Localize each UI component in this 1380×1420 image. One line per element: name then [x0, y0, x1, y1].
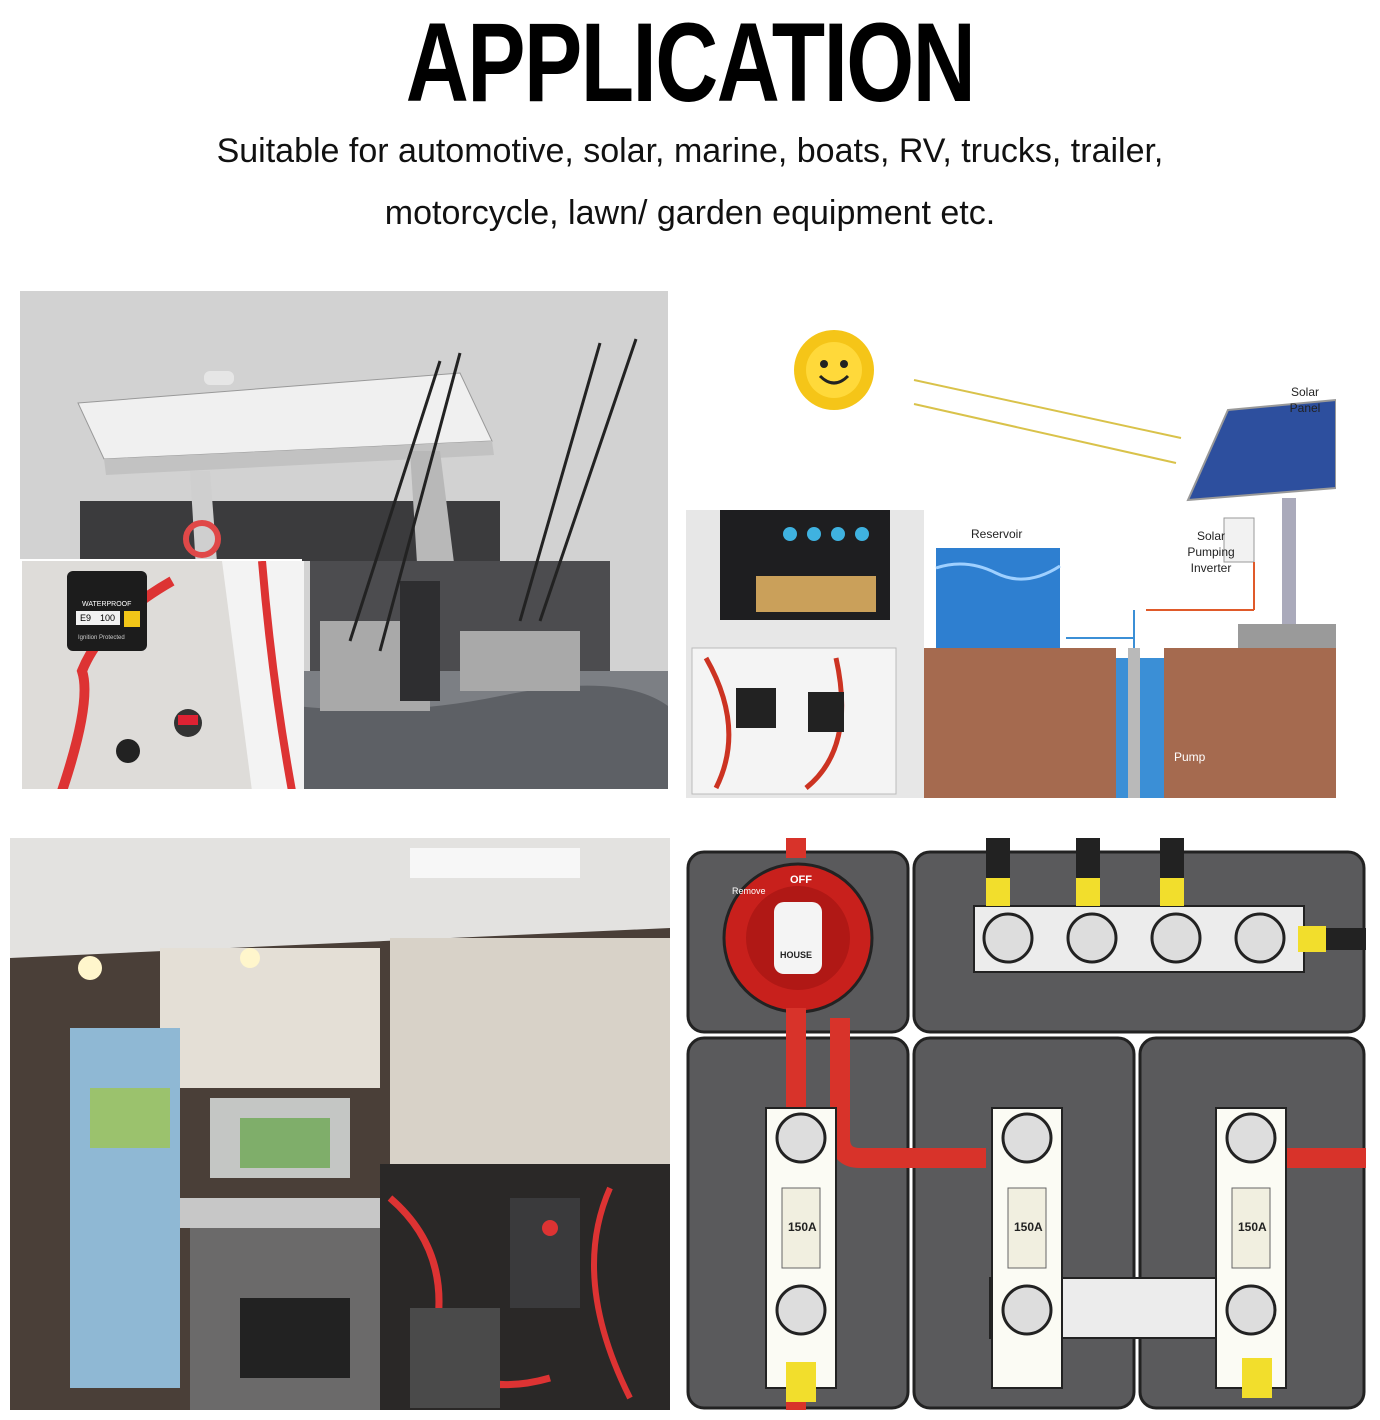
breaker-model-text: E9: [80, 613, 92, 623]
headline: APPLICATION: [405, 0, 975, 125]
label-pump: Pump: [1174, 750, 1206, 764]
boat-photo-panel: [20, 291, 668, 789]
breaker-subtext: Ignition Protected: [78, 635, 125, 641]
subtitle-line-1: Suitable for automotive, solar, marine, boats, RV, trucks, trailer,: [216, 132, 1164, 170]
rv-interior-art: [10, 838, 670, 1410]
subtitle-line-2: motorcycle, lawn/ garden equipment etc.: [384, 194, 996, 232]
fuse-rating-1: 150A: [788, 1220, 817, 1234]
sun-icon: [794, 330, 874, 410]
label-reservoir: Reservoir: [971, 527, 1023, 541]
breaker-brand-text: WATERPROOF: [82, 601, 132, 608]
breaker-inset: [20, 559, 302, 789]
fuse-rating-3: 150A: [1238, 1220, 1267, 1234]
rv-interior-panel: [10, 838, 670, 1410]
switch-off-label: OFF: [790, 874, 812, 886]
label-inverter: Solar Pumping Inverter: [1187, 529, 1235, 575]
switch-house-label: HOUSE: [780, 950, 813, 960]
fuse-rating-2: 150A: [1014, 1220, 1043, 1234]
solar-diagram-panel: [686, 328, 1336, 798]
fuse-block-art: [686, 838, 1366, 1410]
breaker-rating-text: 100: [100, 613, 116, 623]
switch-remove-label: Remove: [732, 886, 766, 896]
label-solar-panel: Solar Panel: [1289, 385, 1321, 415]
fuse-block-panel: [686, 838, 1366, 1410]
breaker-inset-art: [22, 561, 304, 789]
